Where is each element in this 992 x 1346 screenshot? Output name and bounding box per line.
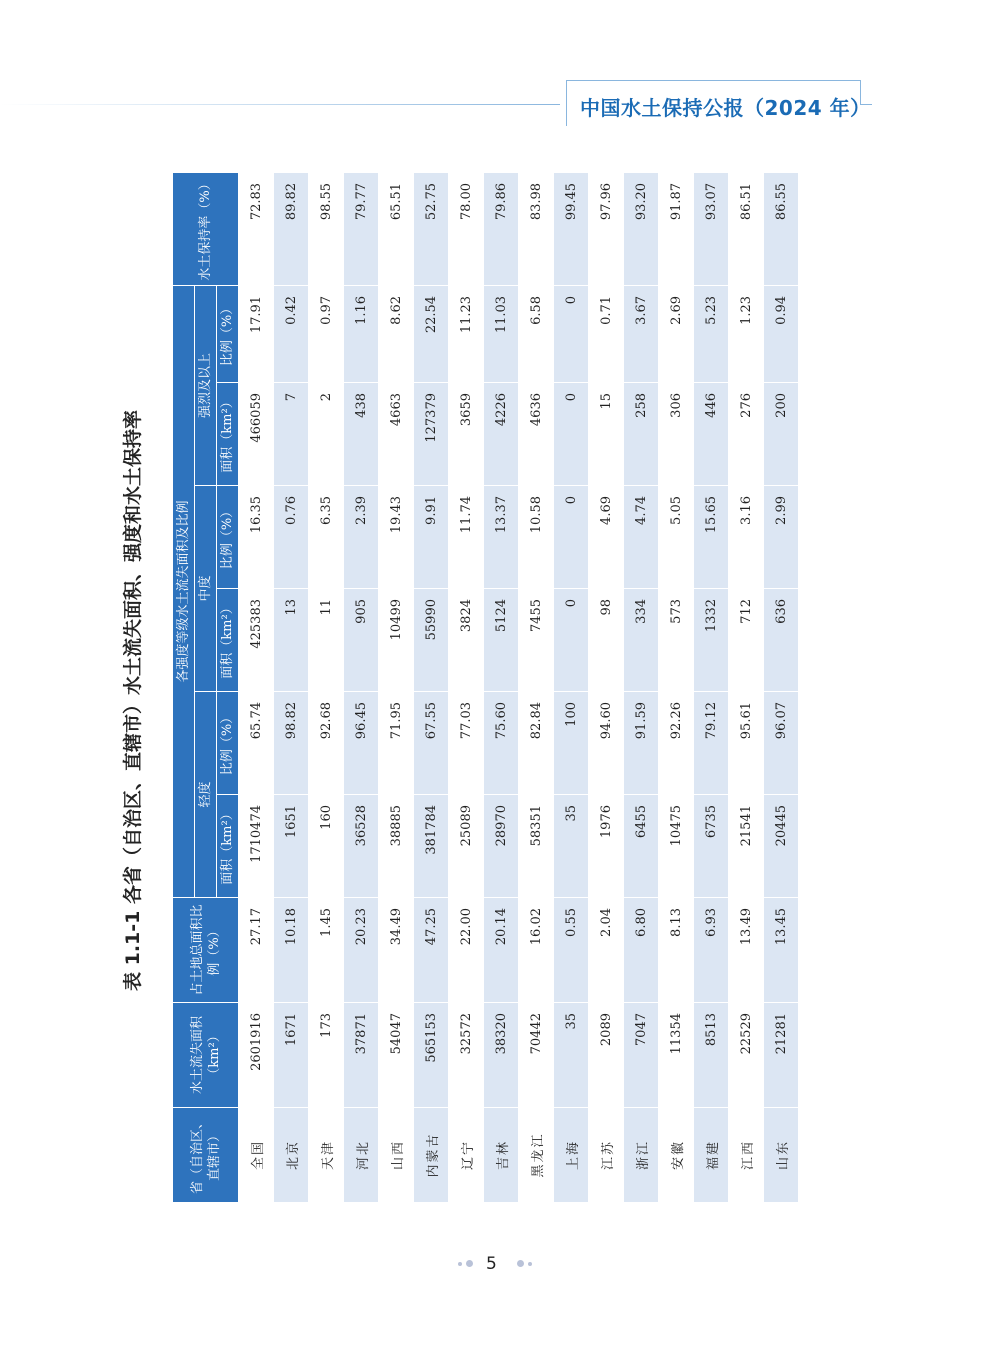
cell-rate: 79.86 [484,172,519,285]
col-header-severe: 强烈及以上 [195,285,217,485]
cell-m-pct: 13.37 [484,486,519,589]
cell-province: 全国 [239,1108,274,1203]
cell-rate: 65.51 [379,172,414,285]
cell-area: 35 [554,1003,589,1108]
cell-ratio: 8.13 [659,898,694,1003]
cell-l-pct: 79.12 [694,692,729,795]
cell-area: 37871 [344,1003,379,1108]
cell-s-area: 0 [554,383,589,486]
header-title: 中国水土保持公报（2024 年） [580,96,871,120]
cell-l-area: 38885 [379,795,414,898]
cell-province: 山东 [764,1108,799,1203]
cell-area: 54047 [379,1003,414,1108]
cell-area: 70442 [519,1003,554,1108]
cell-s-pct: 0.97 [309,285,344,382]
cell-s-pct: 0.42 [274,285,309,382]
table-row [484,172,519,1202]
cell-province: 辽宁 [449,1108,484,1203]
cell-m-pct: 3.16 [729,486,764,589]
col-header-severe-pct: 比例（%） [217,285,239,382]
cell-rate: 52.75 [414,172,449,285]
table-row [519,172,554,1202]
cell-m-area: 3824 [449,589,484,692]
cell-s-area: 200 [764,383,799,486]
cell-province: 福建 [694,1108,729,1203]
cell-l-pct: 96.45 [344,692,379,795]
cell-area: 11354 [659,1003,694,1108]
erosion-table [172,172,799,1203]
cell-l-pct: 82.84 [519,692,554,795]
cell-m-pct: 6.35 [309,486,344,589]
cell-s-pct: 6.58 [519,285,554,382]
cell-m-pct: 5.05 [659,486,694,589]
cell-area: 32572 [449,1003,484,1108]
cell-m-area: 11 [309,589,344,692]
cell-area: 7047 [624,1003,659,1108]
cell-m-area: 13 [274,589,309,692]
cell-rate: 78.00 [449,172,484,285]
page-dot-right-outer [528,1262,532,1266]
cell-m-area: 98 [589,589,624,692]
cell-l-area: 28970 [484,795,519,898]
cell-m-area: 0 [554,589,589,692]
col-header-moderate: 中度 [195,486,217,692]
cell-l-area: 58351 [519,795,554,898]
page-dot-left-inner [466,1260,473,1267]
cell-m-pct: 0.76 [274,486,309,589]
cell-ratio: 1.45 [309,898,344,1003]
col-header-intensity-group: 各强度等级水土流失面积及比例 [173,285,195,897]
cell-m-pct: 9.91 [414,486,449,589]
cell-rate: 98.55 [309,172,344,285]
cell-rate: 99.45 [554,172,589,285]
cell-province: 黑龙江 [519,1108,554,1203]
col-header-severe-area: 面积（km²） [217,383,239,486]
cell-s-area: 306 [659,383,694,486]
cell-l-area: 21541 [729,795,764,898]
cell-ratio: 20.23 [344,898,379,1003]
cell-l-area: 6735 [694,795,729,898]
cell-l-area: 160 [309,795,344,898]
cell-s-area: 7 [274,383,309,486]
cell-rate: 91.87 [659,172,694,285]
cell-province: 内蒙古 [414,1108,449,1203]
cell-ratio: 6.93 [694,898,729,1003]
cell-l-area: 35 [554,795,589,898]
cell-l-area: 1710474 [239,795,274,898]
cell-province: 河北 [344,1108,379,1203]
cell-l-pct: 77.03 [449,692,484,795]
cell-rate: 86.55 [764,172,799,285]
cell-s-area: 3659 [449,383,484,486]
cell-s-area: 15 [589,383,624,486]
cell-s-pct: 8.62 [379,285,414,382]
cell-m-pct: 4.69 [589,486,624,589]
cell-s-pct: 17.91 [239,285,274,382]
cell-area: 21281 [764,1003,799,1108]
col-header-province: 省（自治区、直辖市） [173,1108,239,1203]
cell-area: 173 [309,1003,344,1108]
page-dot-left-outer [458,1262,462,1266]
cell-l-pct: 91.59 [624,692,659,795]
table-row [554,172,589,1202]
cell-area: 8513 [694,1003,729,1108]
cell-s-area: 4636 [519,383,554,486]
table-row [694,172,729,1202]
cell-ratio: 13.45 [764,898,799,1003]
cell-m-area: 334 [624,589,659,692]
cell-s-pct: 1.23 [729,285,764,382]
cell-l-pct: 96.07 [764,692,799,795]
cell-s-area: 4663 [379,383,414,486]
cell-m-pct: 19.43 [379,486,414,589]
cell-s-pct: 0.94 [764,285,799,382]
data-table-wrapper [172,173,872,1203]
table-row [589,172,624,1202]
cell-m-pct: 11.74 [449,486,484,589]
cell-s-area: 258 [624,383,659,486]
cell-rate: 93.07 [694,172,729,285]
cell-m-pct: 2.99 [764,486,799,589]
col-header-rate: 水土保持率（%） [173,172,239,285]
cell-s-area: 438 [344,383,379,486]
table-row [764,172,799,1202]
table-row [659,172,694,1202]
table-row [729,172,764,1202]
cell-s-pct: 0 [554,285,589,382]
cell-m-pct: 10.58 [519,486,554,589]
cell-province: 江西 [729,1108,764,1203]
cell-s-pct: 11.03 [484,285,519,382]
cell-s-pct: 5.23 [694,285,729,382]
table-row [274,172,309,1202]
cell-ratio: 27.17 [239,898,274,1003]
cell-s-pct: 2.69 [659,285,694,382]
cell-m-area: 55990 [414,589,449,692]
cell-rate: 83.98 [519,172,554,285]
col-header-moderate-area: 面积（km²） [217,589,239,692]
cell-area: 22529 [729,1003,764,1108]
cell-l-pct: 65.74 [239,692,274,795]
cell-l-area: 20445 [764,795,799,898]
cell-area: 2089 [589,1003,624,1108]
cell-l-pct: 92.26 [659,692,694,795]
cell-m-area: 573 [659,589,694,692]
cell-l-pct: 92.68 [309,692,344,795]
col-header-area: 水土流失面积（km²） [173,1003,239,1108]
cell-l-area: 381784 [414,795,449,898]
cell-rate: 93.20 [624,172,659,285]
cell-m-pct: 0 [554,486,589,589]
cell-s-pct: 0.71 [589,285,624,382]
table-row [449,172,484,1202]
cell-rate: 72.83 [239,172,274,285]
table-row [379,172,414,1202]
col-header-moderate-pct: 比例（%） [217,486,239,589]
cell-ratio: 13.49 [729,898,764,1003]
cell-l-pct: 67.55 [414,692,449,795]
col-header-light-area: 面积（km²） [217,795,239,898]
cell-area: 565153 [414,1003,449,1108]
cell-area: 1671 [274,1003,309,1108]
cell-ratio: 6.80 [624,898,659,1003]
header-frame-left [566,80,567,126]
cell-province: 浙江 [624,1108,659,1203]
table-row [309,172,344,1202]
cell-province: 江苏 [589,1108,624,1203]
page-dot-right-inner [517,1260,524,1267]
cell-s-pct: 22.54 [414,285,449,382]
col-header-light: 轻度 [195,692,217,898]
cell-rate: 89.82 [274,172,309,285]
cell-ratio: 34.49 [379,898,414,1003]
table-row [344,172,379,1202]
cell-rate: 97.96 [589,172,624,285]
cell-l-area: 10475 [659,795,694,898]
cell-province: 吉林 [484,1108,519,1203]
cell-l-pct: 98.82 [274,692,309,795]
col-header-light-pct: 比例（%） [217,692,239,795]
cell-m-area: 712 [729,589,764,692]
cell-area: 38320 [484,1003,519,1108]
cell-area: 2601916 [239,1003,274,1108]
cell-province: 安徽 [659,1108,694,1203]
cell-s-area: 2 [309,383,344,486]
cell-l-area: 1976 [589,795,624,898]
cell-l-area: 36528 [344,795,379,898]
cell-s-area: 446 [694,383,729,486]
cell-m-area: 1332 [694,589,729,692]
cell-s-area: 127379 [414,383,449,486]
cell-s-area: 466059 [239,383,274,486]
cell-m-pct: 15.65 [694,486,729,589]
cell-s-area: 276 [729,383,764,486]
cell-m-pct: 4.74 [624,486,659,589]
cell-ratio: 10.18 [274,898,309,1003]
cell-m-area: 905 [344,589,379,692]
cell-rate: 86.51 [729,172,764,285]
header-frame-top [566,80,860,81]
cell-rate: 79.77 [344,172,379,285]
cell-l-pct: 71.95 [379,692,414,795]
cell-s-area: 4226 [484,383,519,486]
cell-ratio: 47.25 [414,898,449,1003]
cell-ratio: 2.04 [589,898,624,1003]
cell-m-area: 5124 [484,589,519,692]
header-rule-left [0,104,560,105]
cell-ratio: 22.00 [449,898,484,1003]
cell-province: 上海 [554,1108,589,1203]
cell-s-pct: 11.23 [449,285,484,382]
cell-s-pct: 3.67 [624,285,659,382]
cell-ratio: 0.55 [554,898,589,1003]
cell-m-area: 636 [764,589,799,692]
table-row [414,172,449,1202]
cell-l-pct: 94.60 [589,692,624,795]
cell-m-area: 10499 [379,589,414,692]
cell-province: 天津 [309,1108,344,1203]
cell-m-area: 7455 [519,589,554,692]
table-row [624,172,659,1202]
cell-ratio: 16.02 [519,898,554,1003]
cell-s-pct: 1.16 [344,285,379,382]
cell-l-area: 1651 [274,795,309,898]
cell-m-pct: 16.35 [239,486,274,589]
cell-l-area: 6455 [624,795,659,898]
cell-province: 山西 [379,1108,414,1203]
cell-l-pct: 100 [554,692,589,795]
cell-l-pct: 95.61 [729,692,764,795]
cell-ratio: 20.14 [484,898,519,1003]
cell-province: 北京 [274,1108,309,1203]
table-caption: 表 1.1-1 各省（自治区、直辖市）水土流失面积、强度和水土保持率 [122,410,144,991]
cell-l-pct: 75.60 [484,692,519,795]
page-number: 5 [486,1254,497,1274]
col-header-ratio: 占土地总面积比例（%） [173,898,239,1003]
cell-l-area: 25089 [449,795,484,898]
table-row [239,172,274,1202]
cell-m-pct: 2.39 [344,486,379,589]
cell-m-area: 425383 [239,589,274,692]
